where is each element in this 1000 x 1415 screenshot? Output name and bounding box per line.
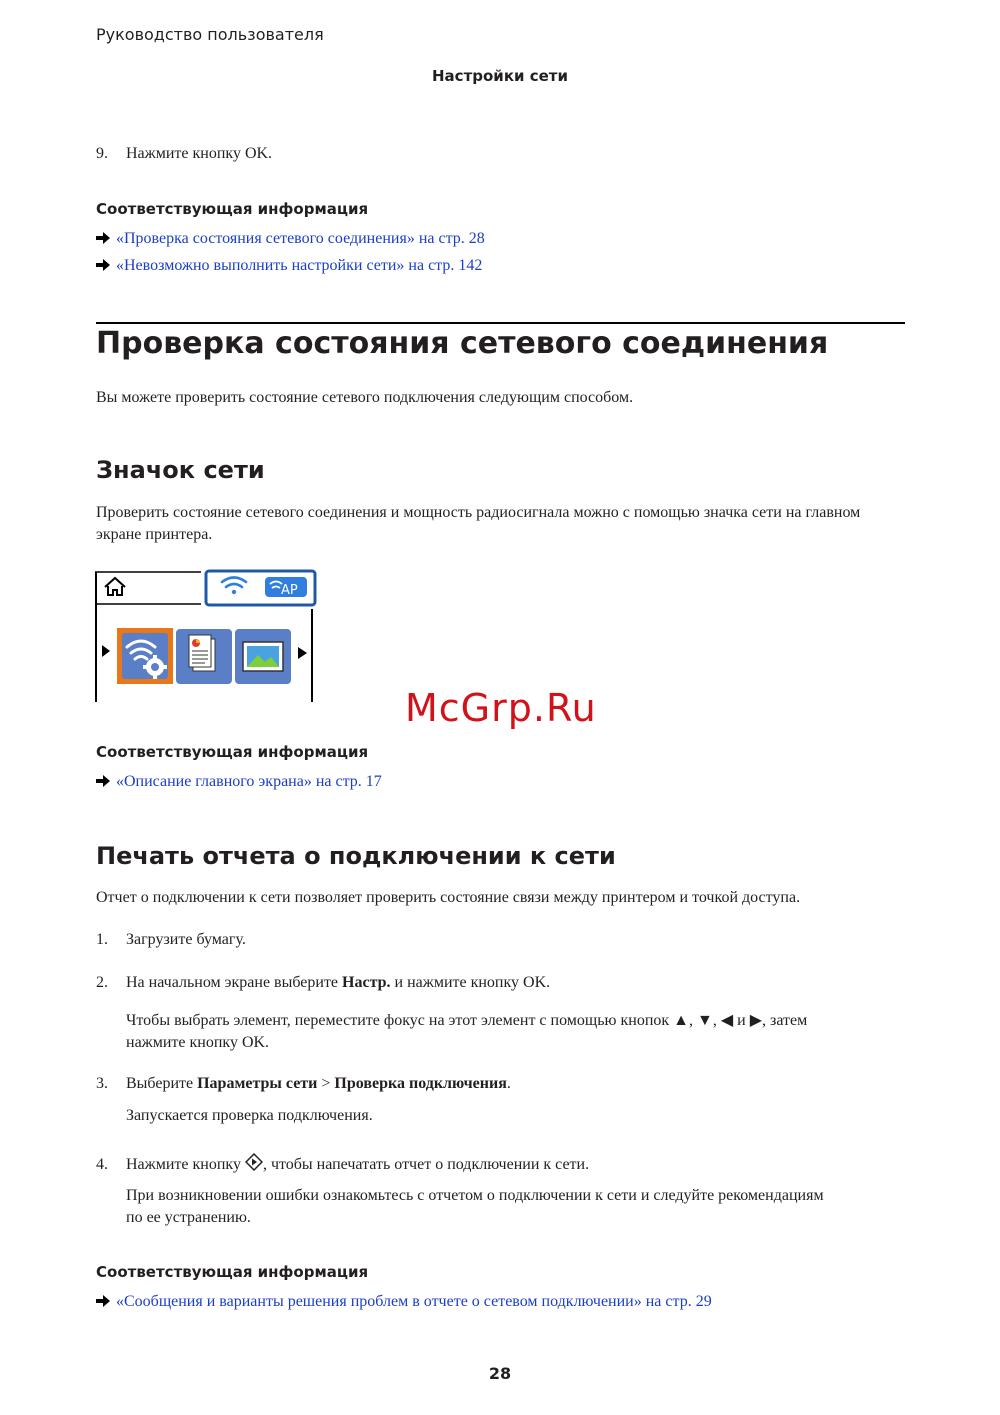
step-4 xyxy=(96,1153,589,1176)
note-text: Чтобы выбрать элемент, переместите фокус на этот элемент с помощью кнопок xyxy=(126,1012,674,1029)
step-text-bold: Настр. xyxy=(342,974,391,991)
step-4-note xyxy=(126,1185,916,1229)
heading-network-icon: Значок сети xyxy=(96,456,265,484)
step-1 xyxy=(96,929,246,951)
link-text[interactable]: «Описание главного экрана» xyxy=(116,773,312,790)
network-icon-paragraph: Проверить состояние сетевого соединения и мощность радиосигнала можно с помощью значка сети на главном экране принтера. xyxy=(96,504,861,543)
step-text: Нажмите кнопку xyxy=(126,1156,245,1173)
related-link-1[interactable] xyxy=(96,229,485,249)
arrow-right-icon xyxy=(96,1295,110,1307)
step-2-note xyxy=(126,1010,807,1054)
running-header: Руководство пользователя xyxy=(96,25,324,44)
arrow-right-icon xyxy=(96,259,110,271)
step-text: Нажмите кнопку OK. xyxy=(126,145,273,162)
note-text: , xyxy=(689,1012,697,1029)
step-9 xyxy=(96,143,272,165)
photo-icon xyxy=(243,642,283,671)
link-page[interactable]: на стр. 142 xyxy=(404,257,483,274)
arrow-right-icon xyxy=(96,775,110,787)
step-number: 9. xyxy=(96,145,108,162)
step-text: Выберите xyxy=(126,1075,198,1092)
copy-document-icon xyxy=(189,635,215,671)
link-text[interactable]: «Проверка состояния сетевого соединения» xyxy=(116,230,415,247)
note-text: и xyxy=(733,1012,750,1029)
note-text: , xyxy=(712,1012,721,1029)
intro-paragraph: Вы можете проверить состояние сетевого подключения следующим способом. xyxy=(96,389,634,406)
related-info-label: Соответствующая информация xyxy=(96,1263,369,1281)
link-text[interactable]: «Невозможно выполнить настройки сети» xyxy=(116,257,405,274)
page-number: 28 xyxy=(488,1364,512,1383)
step-text: и нажмите кнопку OK. xyxy=(390,974,551,991)
note-text: нажмите кнопку OK. xyxy=(126,1034,270,1051)
step-number: 4. xyxy=(96,1156,108,1173)
watermark: McGrp.Ru xyxy=(405,686,597,730)
related-link-3[interactable] xyxy=(96,772,382,792)
wifi-direct-ap-icon xyxy=(265,577,307,598)
note-text: , затем xyxy=(762,1012,808,1029)
step-text: Загрузите бумагу. xyxy=(126,931,246,948)
related-link-2[interactable] xyxy=(96,256,482,276)
step-3 xyxy=(96,1073,511,1095)
step-number: 1. xyxy=(96,931,108,948)
related-link-4[interactable] xyxy=(96,1292,712,1312)
related-info-label: Соответствующая информация xyxy=(96,200,369,218)
step-number: 2. xyxy=(96,974,108,991)
link-text[interactable]: «Сообщения и варианты решения проблем в отчете о сетевом подключении» xyxy=(116,1293,642,1310)
step-text: > xyxy=(317,1075,335,1092)
note-text: по ее устранению. xyxy=(126,1209,251,1226)
note-text: При возникновении ошибки ознакомьтесь с отчетом о подключении к сети и следуйте рекомендациям xyxy=(126,1187,824,1204)
link-page[interactable]: на стр. 28 xyxy=(414,230,485,247)
link-page[interactable]: на стр. 29 xyxy=(641,1293,712,1310)
step-text: На начальном экране выберите xyxy=(126,974,343,991)
arrow-right-icon xyxy=(96,232,110,244)
home-icon xyxy=(105,578,125,595)
main-heading: Проверка состояния сетевого соединения xyxy=(96,326,829,361)
up-arrow-icon: ▲ xyxy=(673,1012,689,1029)
printer-home-screen-illustration xyxy=(95,569,317,704)
section-header: Настройки сети xyxy=(432,67,568,85)
heading-rule xyxy=(96,322,905,324)
step-text-bold: Проверка подключения xyxy=(334,1075,507,1092)
heading-print-report: Печать отчета о подключении к сети xyxy=(96,842,616,870)
step-text-bold: Параметры сети xyxy=(197,1075,318,1092)
link-page[interactable]: на стр. 17 xyxy=(311,773,382,790)
step-3-note: Запускается проверка подключения. xyxy=(126,1107,373,1124)
ap-label: AP xyxy=(281,583,298,598)
left-arrow-icon: ◀ xyxy=(720,1012,734,1029)
start-button-icon xyxy=(245,1153,263,1171)
step-text: . xyxy=(506,1075,511,1092)
down-arrow-icon: ▼ xyxy=(697,1012,713,1029)
step-text: , чтобы напечатать отчет о подключении к сети. xyxy=(262,1156,590,1173)
related-info-label: Соответствующая информация xyxy=(96,743,369,761)
step-number: 3. xyxy=(96,1075,108,1092)
right-arrow-icon: ▶ xyxy=(749,1012,763,1029)
step-2 xyxy=(96,972,550,994)
report-intro: Отчет о подключении к сети позволяет проверить состояние связи между принтером и точкой доступа. xyxy=(96,889,801,906)
